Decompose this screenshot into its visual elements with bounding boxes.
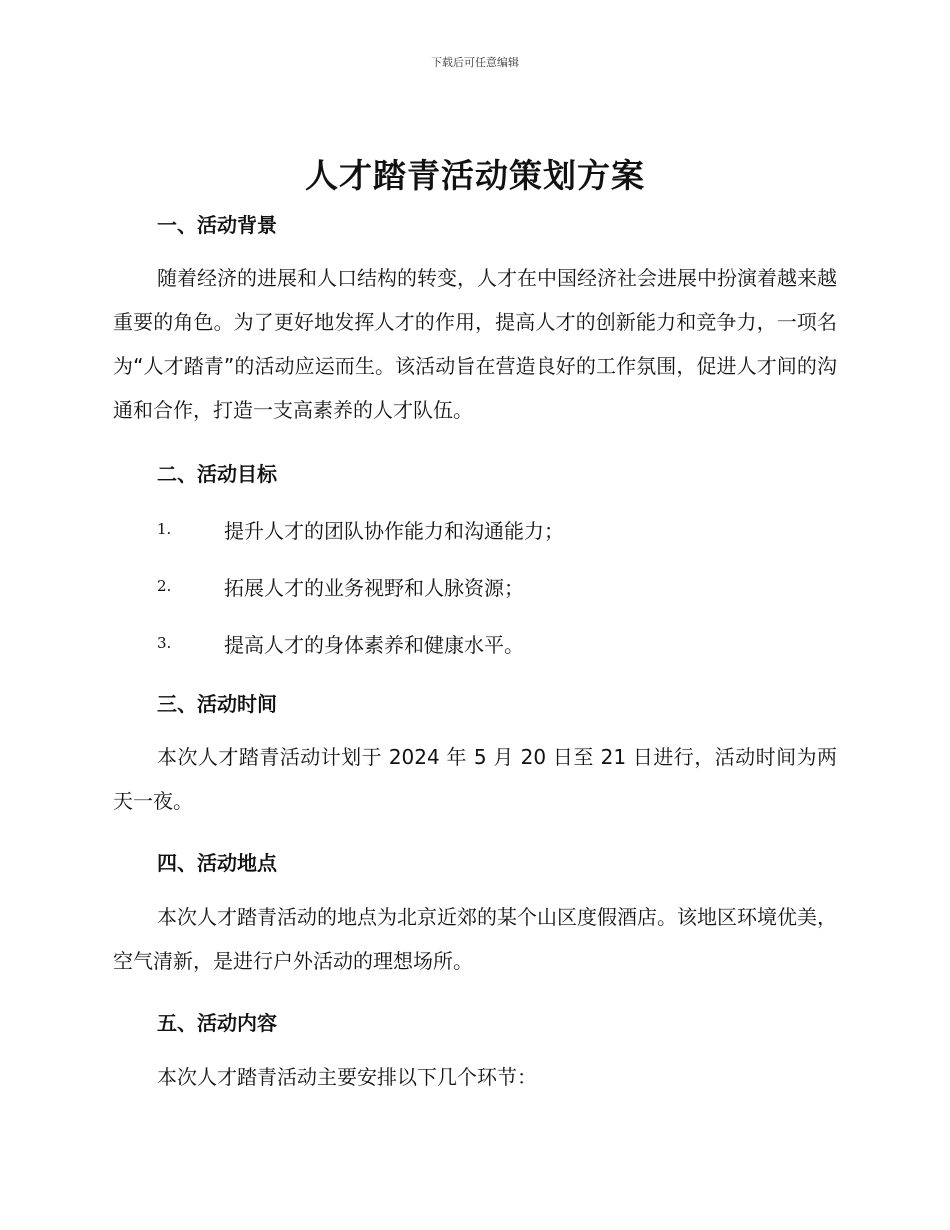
section-heading-background: 一、活动背景 <box>157 213 277 237</box>
list-item-number: 1. <box>157 520 172 538</box>
section-heading-time: 三、活动时间 <box>157 692 277 716</box>
document-title: 人才踏青活动策划方案 <box>305 156 645 195</box>
list-item <box>157 629 837 659</box>
header-note: 下载后可任意编辑 <box>431 56 519 69</box>
section-paragraph-time: 本次人才踏青活动计划于 2024 年 5 月 20 日至 21 日进行，活动时间为两天一夜。 <box>113 745 837 813</box>
section-paragraph-content: 本次人才踏青活动主要安排以下几个环节： <box>157 1065 537 1089</box>
list-item-text: 提高人才的身体素养和健康水平。 <box>224 633 524 657</box>
list-item <box>157 515 837 545</box>
section-paragraph-location: 本次人才踏青活动的地点为北京近郊的某个山区度假酒店。该地区环境优美，空气清新，是进行户外活动的理想场所。 <box>113 905 837 973</box>
list-item-number: 2. <box>157 577 172 595</box>
section-heading-goals: 二、活动目标 <box>157 462 277 486</box>
section-heading-location: 四、活动地点 <box>157 851 277 875</box>
list-item-text: 拓展人才的业务视野和人脉资源； <box>224 576 524 600</box>
section-heading-content: 五、活动内容 <box>157 1011 277 1035</box>
list-item-text: 提升人才的团队协作能力和沟通能力； <box>224 519 564 543</box>
list-item-number: 3. <box>157 634 172 652</box>
list-item <box>157 572 837 602</box>
section-paragraph-background: 随着经济的进展和人口结构的转变，人才在中国经济社会进展中扮演着越来越重要的角色。为了更好地发挥人才的作用，提高人才的创新能力和竞争力，一项名为“人才踏青”的活动应运而生。该活动旨在营造良好的工作氛围，促进人才间的沟通和合作，打造一支高素养的人才队伍。 <box>113 266 837 422</box>
